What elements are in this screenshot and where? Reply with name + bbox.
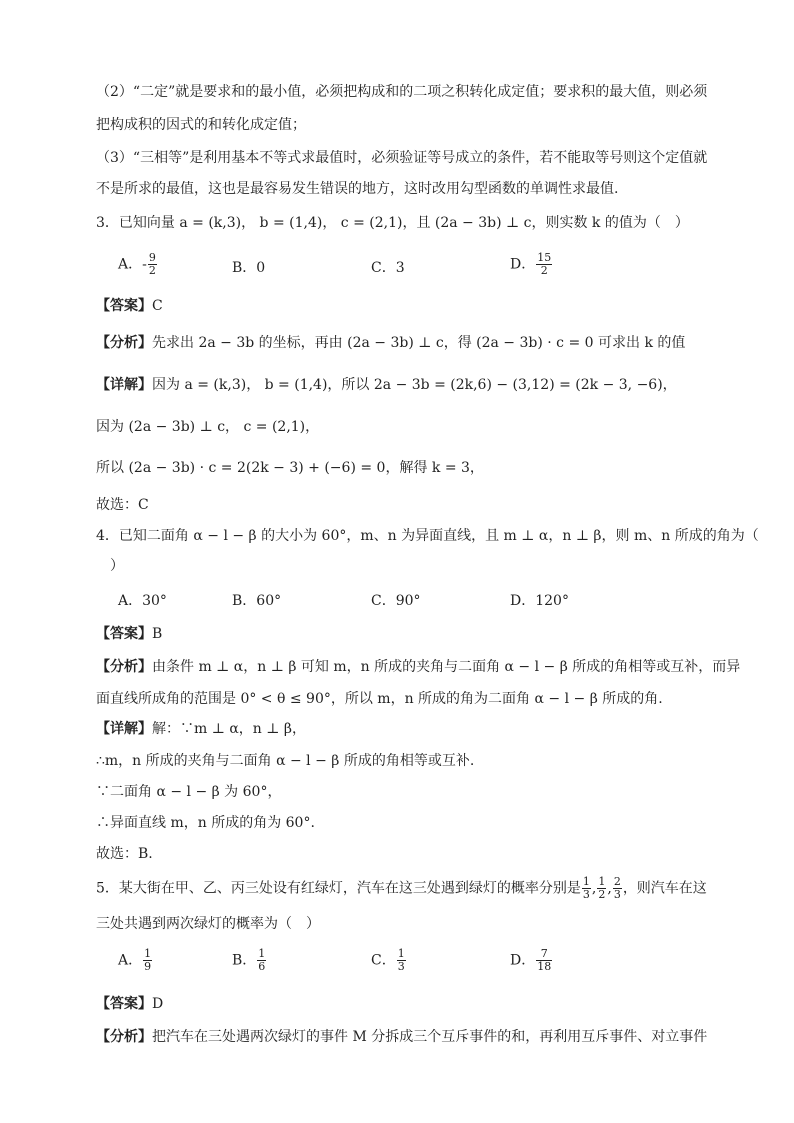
q3-stem: 3．已知向量 a = (k,3)， b = (1,4)， c = (2,1)，且 (2a − 3b) ⊥ c，则实数 k 的值为（ ）	[96, 215, 689, 231]
q3-analysis	[96, 333, 685, 353]
q5-option-d-label: D．	[510, 952, 536, 969]
q4-answer-tag: 【答案】	[96, 626, 152, 642]
q5-option-b-num: 1	[258, 947, 266, 960]
q4-option-d: D．120°	[510, 593, 569, 609]
q5-option-b-den: 6	[258, 960, 266, 973]
q3-conclusion: 故选：C	[96, 497, 149, 513]
q5-prob-2-num: 1	[598, 875, 606, 888]
q5-prob-3	[613, 876, 622, 901]
q3-answer-tag: 【答案】	[96, 298, 152, 314]
q3-answer	[96, 296, 163, 316]
q4-answer-value: B	[152, 626, 163, 642]
q3-detail-line1: 因为 a = (k,3)， b = (1,4)，所以 2a − 3b = (2k,6) − (3,12) = (2k − 3, −6)，	[152, 377, 677, 393]
q4-detail-line2: ∴m，n 所成的夹角与二面角 α − l − β 所成的角相等或互补.	[96, 753, 475, 769]
q5-option-c-label: C．	[371, 952, 396, 969]
q5-option-d-den: 18	[537, 960, 552, 973]
q5-answer-tag: 【答案】	[96, 996, 152, 1012]
q4-detail-line1: 解：∵m ⊥ α，n ⊥ β，	[152, 721, 306, 737]
q4-option-b: B．60°	[232, 593, 282, 609]
q5-option-c-fraction	[397, 948, 406, 973]
q3-option-d-label: D．	[510, 256, 536, 273]
q3-option-a-den: 2	[148, 264, 156, 277]
q5-prob-3-num: 2	[613, 875, 621, 888]
q4-conclusion: 故选：B.	[96, 846, 153, 862]
q5-option-a-den: 9	[144, 960, 152, 973]
q3-detail-tag: 【详解】	[96, 377, 152, 393]
q3-option-a-num: 9	[148, 251, 156, 264]
intro-p2-line1: （2）“二定”就是要求和的最小值，必须把构成和的二项之积转化成定值；要求积的最大值，则必须	[96, 84, 708, 100]
q5-option-d-fraction	[536, 948, 552, 973]
q3-analysis-text: 先求出 2a − 3b 的坐标，再由 (2a − 3b) ⊥ c，得 (2a − 3b) · c = 0 可求出 k 的值	[152, 335, 686, 351]
intro-p2-line2: 把构成积的因式的和转化成定值；	[96, 117, 306, 133]
q5-option-a-fraction	[143, 948, 152, 973]
q5-option-c-num: 1	[397, 947, 405, 960]
q3-option-c: C．3	[371, 260, 405, 276]
q3-detail-line2: 因为 (2a − 3b) ⊥ c， c = (2,1)，	[96, 419, 320, 435]
q5-option-a-num: 1	[144, 947, 152, 960]
q3-option-b: B．0	[232, 260, 266, 276]
q5-answer-value: D	[152, 996, 164, 1012]
q4-detail	[96, 719, 306, 739]
q5-option-b-label: B．	[232, 952, 257, 969]
q5-stem-line1: 5．某大街在甲、乙、丙三处设有红绿灯，汽车在这三处遇到绿灯的概率分别是 $\frac{1}{3}$ , $\frac{1}{2}$ , $\frac{2}{3}$ ，则汽车在这	[96, 875, 707, 901]
q3-option-d	[510, 252, 553, 277]
q5-option-a	[118, 948, 153, 973]
q3-option-a-sign: -	[142, 256, 147, 273]
q4-detail-line4: ∴异面直线 m，n 所成的角为 60°.	[96, 815, 315, 831]
q4-analysis-line1: 由条件 m ⊥ α，n ⊥ β 可知 m，n 所成的夹角与二面角 α − l − β 所成的角相等或互补，而异	[152, 659, 741, 675]
q5-option-d-num: 7	[536, 948, 552, 961]
q5-prob-3-den: 3	[613, 888, 621, 901]
q3-option-a-label: A．	[118, 256, 143, 273]
q5-analysis	[96, 1027, 707, 1047]
q3-option-d-den: 2	[540, 264, 548, 277]
q5-stem-text-b: ，则汽车在这	[622, 880, 707, 897]
q5-analysis-tag: 【分析】	[96, 1029, 152, 1045]
q3-option-a-fraction	[148, 252, 157, 277]
q3-analysis-tag: 【分析】	[96, 335, 152, 351]
q4-stem-line2: ）	[110, 558, 124, 574]
q5-option-c-den: 3	[397, 960, 405, 973]
q4-answer	[96, 624, 162, 644]
q3-detail	[96, 375, 677, 395]
q5-prob-1	[582, 876, 591, 901]
intro-p3-line2: 不是所求的最值，这也是最容易发生错误的地方，这时改用勾型函数的单调性求最值.	[96, 181, 619, 197]
q5-option-c	[371, 948, 407, 973]
q3-option-a	[118, 252, 158, 277]
q5-answer	[96, 994, 163, 1014]
q4-analysis-line2: 面直线所成角的范围是 0° < θ ≤ 90°，所以 m，n 所成的角为二面角 α − l − β 所成的角.	[96, 691, 663, 707]
q4-stem-line1: 4．已知二面角 α − l − β 的大小为 60°，m、n 为异面直线，且 m ⊥ α，n ⊥ β，则 m、n 所成的角为（	[96, 528, 759, 544]
q3-option-d-fraction	[536, 252, 552, 277]
q5-option-b-fraction	[257, 948, 266, 973]
q5-analysis-line1: 把汽车在三处遇两次绿灯的事件 M 分拆成三个互斥事件的和，再利用互斥事件、对立事件	[152, 1029, 708, 1045]
q3-option-d-num: 15	[537, 251, 552, 264]
q3-detail-line3: 所以 (2a − 3b) · c = 2(2k − 3) + (−6) = 0，解得 k = 3，	[96, 460, 484, 476]
q4-option-a: A．30°	[118, 593, 167, 609]
q5-prob-1-num: 1	[582, 875, 590, 888]
q4-detail-line3: ∵二面角 α − l − β 为 60°，	[96, 784, 282, 800]
q4-analysis-tag: 【分析】	[96, 659, 152, 675]
q5-option-d	[510, 948, 553, 973]
intro-p3-line1: （3）“三相等”是利用基本不等式求最值时，必须验证等号成立的条件，若不能取等号则这个定值就	[96, 150, 708, 166]
q5-prob-2-den: 2	[598, 888, 606, 901]
q4-analysis	[96, 657, 740, 677]
q4-detail-tag: 【详解】	[96, 721, 152, 737]
q5-prob-2	[597, 876, 606, 901]
q4-option-c: C．90°	[371, 593, 421, 609]
q5-prob-1-den: 3	[582, 888, 590, 901]
q5-option-a-label: A．	[118, 952, 143, 969]
q5-option-b	[232, 948, 267, 973]
q5-stem-text-a: 5．某大街在甲、乙、丙三处设有红绿灯，汽车在这三处遇到绿灯的概率分别是	[96, 880, 581, 897]
q5-stem-line2: 三处共遇到两次绿灯的概率为（ ）	[96, 916, 320, 932]
q3-answer-value: C	[152, 298, 163, 314]
